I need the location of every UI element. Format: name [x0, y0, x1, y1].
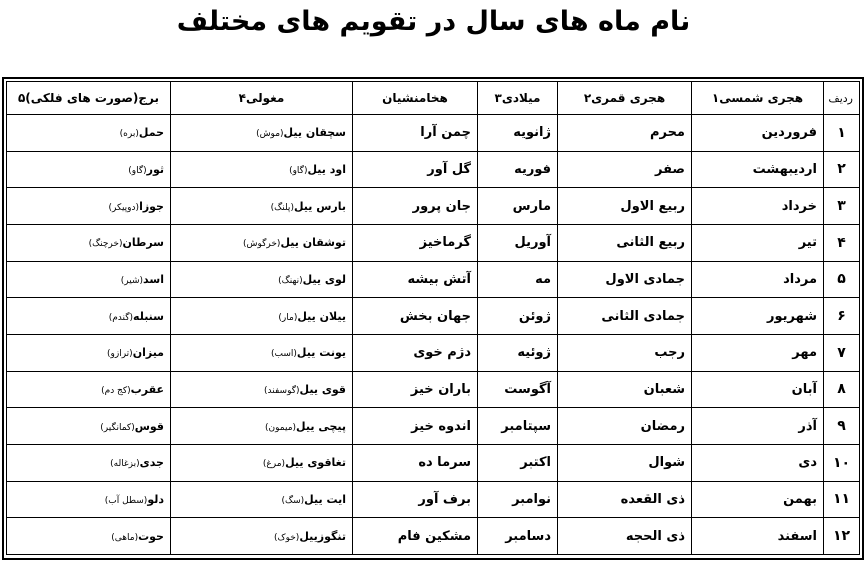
cell-radif: ۱۱	[824, 481, 860, 518]
cell-hakhamaneshian: چمن آرا	[353, 115, 478, 152]
cell-borj	[7, 261, 171, 298]
cell-mongoli-meaning: (مار)	[278, 312, 298, 323]
cell-borj	[7, 298, 171, 335]
cell-mongoli-name: تنگوزییل	[299, 529, 346, 543]
cell-miladi: نوامبر	[478, 481, 558, 518]
cell-mongoli-meaning: (خوک)	[274, 532, 300, 543]
table-row	[7, 115, 860, 152]
cell-borj	[7, 224, 171, 261]
cell-mongoli-meaning: (اسب)	[271, 349, 297, 360]
cell-mongoli-name: توشقان ییل	[280, 236, 346, 250]
cell-radif: ۸	[824, 371, 860, 408]
cell-hakhamaneshian: آتش بیشه	[353, 261, 478, 298]
cell-borj-name: اسد	[143, 272, 164, 286]
cell-borj	[7, 518, 171, 555]
cell-radif: ۲	[824, 151, 860, 188]
header-mongoli: مغولی۴	[171, 82, 353, 115]
cell-miladi: اکتبر	[478, 444, 558, 481]
cell-borj-name: قوس	[134, 419, 164, 433]
cell-miladi: آگوست	[478, 371, 558, 408]
header-shamsi: هجری شمسی۱	[692, 82, 824, 115]
cell-qamari: محرم	[558, 115, 692, 152]
cell-hakhamaneshian: سرما ده	[353, 444, 478, 481]
cell-qamari: ذی الحجه	[558, 518, 692, 555]
cell-borj	[7, 334, 171, 371]
table-row	[7, 188, 860, 225]
cell-radif: ۶	[824, 298, 860, 335]
cell-hakhamaneshian: باران خیز	[353, 371, 478, 408]
cell-borj-meaning: (گاو)	[128, 165, 147, 176]
cell-borj-name: عقرب	[130, 382, 164, 396]
cell-qamari: جمادی الاول	[558, 261, 692, 298]
cell-hakhamaneshian: گرماخیز	[353, 224, 478, 261]
cell-radif: ۳	[824, 188, 860, 225]
table-row	[7, 298, 860, 335]
cell-mongoli-name: لوی ییل	[302, 272, 346, 286]
cell-miladi: دسامبر	[478, 518, 558, 555]
cell-mongoli	[171, 115, 353, 152]
cell-shamsi: آذر	[692, 408, 824, 445]
page-title: نام ماه های سال در تقویم های مختلف	[176, 6, 691, 37]
cell-shamsi: مرداد	[692, 261, 824, 298]
cell-shamsi: خرداد	[692, 188, 824, 225]
cell-borj-meaning: (ماهی)	[111, 532, 139, 543]
cell-borj-meaning: (سطل آب)	[104, 495, 148, 506]
cell-mongoli-name: سچقان ییل	[283, 126, 346, 140]
cell-miladi: سپتامبر	[478, 408, 558, 445]
cell-hakhamaneshian: اندوه خیز	[353, 408, 478, 445]
cell-borj-name: ثور	[146, 162, 164, 176]
cell-mongoli-meaning: (موش)	[256, 129, 284, 140]
cell-mongoli-meaning: (گاو)	[289, 165, 308, 176]
cell-shamsi: دی	[692, 444, 824, 481]
header-hakhamaneshian: هخامنشیان	[353, 82, 478, 115]
cell-borj	[7, 115, 171, 152]
cell-radif: ۴	[824, 224, 860, 261]
table-row	[7, 334, 860, 371]
cell-borj-meaning: (خرچنگ)	[88, 239, 123, 250]
cell-mongoli-meaning: (نهنگ)	[278, 275, 303, 286]
cell-mongoli-name: پیچی ییل	[296, 419, 346, 433]
cell-mongoli-name: ییلان ییل	[297, 309, 346, 323]
cell-mongoli-name: قوی ییل	[299, 382, 346, 396]
cell-miladi: مه	[478, 261, 558, 298]
cell-miladi: ژانویه	[478, 115, 558, 152]
cell-miladi: مارس	[478, 188, 558, 225]
cell-shamsi: اردیبهشت	[692, 151, 824, 188]
cell-qamari: صفر	[558, 151, 692, 188]
cell-mongoli	[171, 408, 353, 445]
cell-mongoli	[171, 334, 353, 371]
table-row	[7, 444, 860, 481]
table-row	[7, 481, 860, 518]
cell-mongoli	[171, 518, 353, 555]
cell-qamari: شعبان	[558, 371, 692, 408]
cell-radif: ۹	[824, 408, 860, 445]
cell-borj-name: حوت	[138, 529, 164, 543]
cell-miladi: آوریل	[478, 224, 558, 261]
header-miladi: میلادی۳	[478, 82, 558, 115]
table-body	[7, 115, 860, 555]
cell-borj-meaning: (گندم)	[108, 312, 134, 323]
cell-borj	[7, 371, 171, 408]
table-row	[7, 151, 860, 188]
cell-borj	[7, 151, 171, 188]
cell-hakhamaneshian: برف آور	[353, 481, 478, 518]
cell-mongoli-meaning: (خرگوش)	[242, 239, 281, 250]
cell-radif: ۵	[824, 261, 860, 298]
cell-mongoli	[171, 151, 353, 188]
header-qamari: هجری قمری۲	[558, 82, 692, 115]
cell-qamari: ربیع الثانی	[558, 224, 692, 261]
cell-borj-meaning: (بره)	[119, 129, 139, 140]
cell-borj-name: سنبله	[133, 309, 164, 323]
table-row	[7, 518, 860, 555]
cell-mongoli-meaning: (مرغ)	[262, 459, 286, 470]
cell-borj-meaning: (کج دم)	[101, 385, 131, 396]
table-header-row	[7, 82, 860, 115]
cell-borj-name: حمل	[138, 126, 164, 140]
cell-hakhamaneshian: جهان بخش	[353, 298, 478, 335]
cell-hakhamaneshian: جان پرور	[353, 188, 478, 225]
cell-borj-meaning: (ترازو)	[107, 349, 133, 360]
cell-hakhamaneshian: مشکین فام	[353, 518, 478, 555]
cell-qamari: شوال	[558, 444, 692, 481]
cell-qamari: جمادی الثانی	[558, 298, 692, 335]
cell-qamari: ذی القعده	[558, 481, 692, 518]
cell-qamari: ربیع الاول	[558, 188, 692, 225]
cell-borj-meaning: (بزغاله)	[110, 459, 140, 470]
cell-mongoli	[171, 224, 353, 261]
cell-miladi: فوریه	[478, 151, 558, 188]
cell-mongoli	[171, 298, 353, 335]
table-row	[7, 408, 860, 445]
cell-shamsi: فروردین	[692, 115, 824, 152]
cell-shamsi: بهمن	[692, 481, 824, 518]
table-row	[7, 261, 860, 298]
cell-borj-meaning: (کمانگیر)	[100, 422, 135, 433]
cell-mongoli	[171, 188, 353, 225]
cell-mongoli	[171, 261, 353, 298]
cell-borj-name: جوزا	[139, 199, 164, 213]
cell-mongoli-meaning: (سگ)	[281, 495, 305, 506]
cell-qamari: رجب	[558, 334, 692, 371]
cell-radif: ۱۰	[824, 444, 860, 481]
cell-miladi: ژوئن	[478, 298, 558, 335]
cell-mongoli-meaning: (میمون)	[265, 422, 297, 433]
cell-borj-name: میزان	[132, 346, 164, 360]
cell-hakhamaneshian: دژم خوی	[353, 334, 478, 371]
cell-mongoli-name: ایت ییل	[304, 492, 346, 506]
cell-borj-name: سرطان	[122, 236, 164, 250]
cell-shamsi: اسفند	[692, 518, 824, 555]
cell-mongoli	[171, 371, 353, 408]
cell-radif: ۷	[824, 334, 860, 371]
cell-borj	[7, 188, 171, 225]
cell-mongoli-name: بارس ییل	[293, 199, 346, 213]
cell-radif: ۱۲	[824, 518, 860, 555]
header-borj: برج(صورت های فلکی)۵	[7, 82, 171, 115]
cell-mongoli	[171, 444, 353, 481]
cell-borj-meaning: (دوپیکر)	[108, 202, 140, 213]
cell-borj-name: جدی	[139, 456, 164, 470]
cell-mongoli-name: اود ییل	[307, 162, 346, 176]
cell-shamsi: آبان	[692, 371, 824, 408]
cell-hakhamaneshian: گل آور	[353, 151, 478, 188]
cell-qamari: رمضان	[558, 408, 692, 445]
cell-borj-meaning: (شیر)	[120, 275, 144, 286]
cell-mongoli-name: یونت ییل	[296, 346, 346, 360]
cell-shamsi: مهر	[692, 334, 824, 371]
cell-radif: ۱	[824, 115, 860, 152]
cell-borj	[7, 481, 171, 518]
table-row	[7, 371, 860, 408]
cell-borj-name: دلو	[147, 492, 164, 506]
table-row	[7, 224, 860, 261]
cell-borj	[7, 408, 171, 445]
cell-mongoli	[171, 481, 353, 518]
cell-shamsi: تیر	[692, 224, 824, 261]
months-table	[6, 81, 860, 555]
header-radif: ردیف	[824, 82, 860, 115]
cell-borj	[7, 444, 171, 481]
cell-mongoli-name: تغاقوی ییل	[285, 456, 346, 470]
cell-miladi: ژوئیه	[478, 334, 558, 371]
cell-mongoli-meaning: (پلنگ)	[270, 202, 294, 213]
cell-mongoli-meaning: (گوسفند)	[264, 385, 300, 396]
cell-shamsi: شهریور	[692, 298, 824, 335]
